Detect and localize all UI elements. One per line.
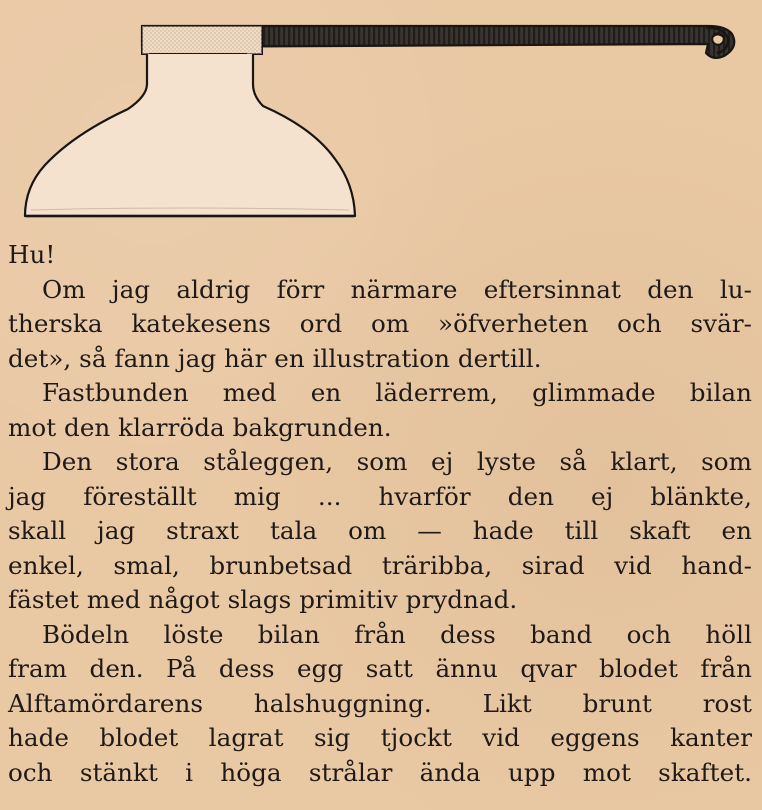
text-line: Fastbunden med en läderrem, glimmade bilan bbox=[42, 378, 752, 407]
text-line: hade blodet lagrat sig tjockt vid eggens kanter bbox=[8, 723, 752, 752]
text-line: jag föreställt mig ... hvarför den ej blänkte, bbox=[8, 481, 752, 511]
text-line: Hu! bbox=[8, 240, 56, 269]
text-line: och stänkt i höga strålar ända upp mot skaftet. bbox=[8, 757, 752, 787]
text-line: det», så fann jag här en illustration dertill. bbox=[8, 343, 542, 373]
text-line: Om jag aldrig förr närmare eftersinnat den lu- bbox=[42, 274, 752, 304]
article-text bbox=[8, 238, 752, 790]
text-line: enkel, smal, brunbetsad träribba, sirad vid hand- bbox=[8, 550, 752, 580]
text-line: Den stora ståleggen, som ej lyste så klart, som bbox=[42, 447, 752, 476]
text-line: therska katekesens ord om »öfverheten och svär- bbox=[8, 309, 752, 338]
text-line: skall jag straxt tala om — hade till skaft en bbox=[8, 516, 752, 545]
text-line: fästet med något slags primitiv prydnad. bbox=[8, 585, 518, 614]
text-line: Alftamördarens halshuggning. Likt brunt rost bbox=[8, 688, 752, 718]
text-line: fram den. På dess egg satt ännu qvar blodet från bbox=[8, 654, 752, 683]
text-line: Bödeln löste bilan från dess band och höll bbox=[42, 619, 752, 649]
axe-icon bbox=[18, 8, 738, 224]
text-line: mot den klarröda bakgrunden. bbox=[8, 412, 392, 442]
